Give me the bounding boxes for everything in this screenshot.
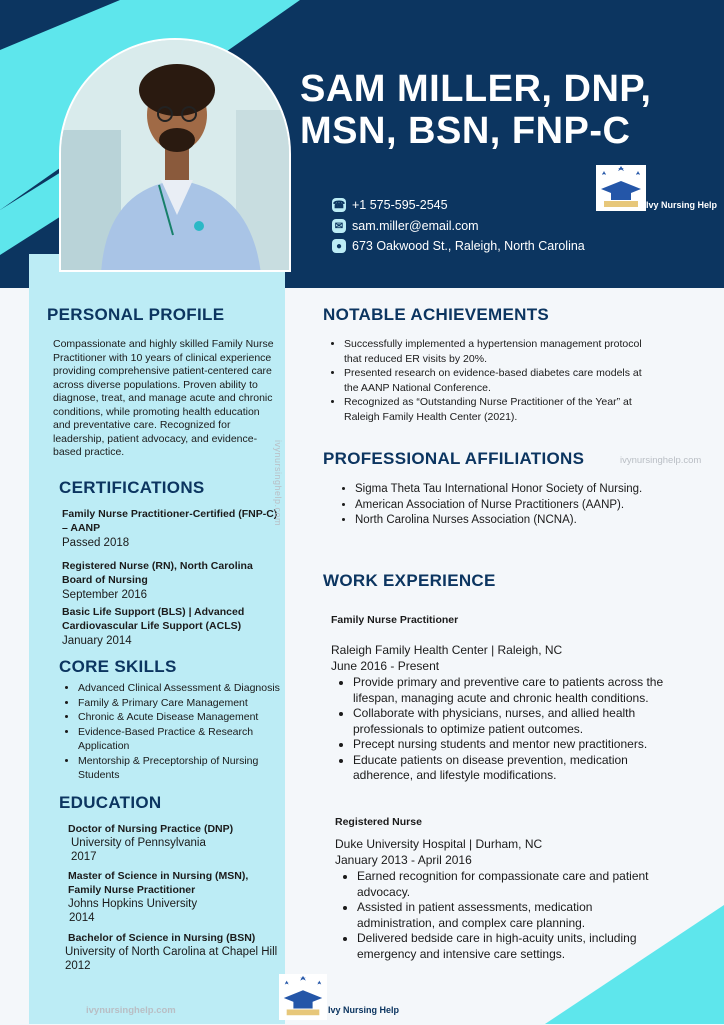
affiliations-list: [337, 482, 665, 529]
education-item: [68, 822, 282, 869]
graduation-cap-logo-icon: [596, 165, 646, 211]
brand-logo: [596, 165, 646, 211]
location-pin-icon: ●: [332, 239, 346, 253]
bottom-watermark: ivynursinghelp.com: [86, 1005, 176, 1016]
certification-item: [62, 507, 278, 559]
certification-name: Family Nurse Practitioner-Certified (FNP-C) – AANP: [62, 508, 278, 534]
duty-item: • Provide primary and preventive care to patients across the lifespan, managing acute and chronic health conditions.: [353, 675, 671, 706]
address: 673 Oakwood St., Raleigh, North Carolina: [352, 239, 585, 253]
profile-heading: PERSONAL PROFILE: [47, 305, 225, 324]
certification-date: September 2016: [62, 589, 148, 601]
duty-item: • Delivered bedside care in high-acuity units, including emergency and intensive care settings.: [357, 931, 671, 962]
skill-item: • Mentorship & Preceptorship of Nursing Students: [78, 754, 290, 783]
certification-date: Passed 2018: [62, 537, 130, 549]
profile-text: Compassionate and highly skilled Family Nurse Practitioner with 10 years of clinical experience providing comprehensive patient-centered care across diverse populations. Proven ability to diagnose, treat, and manage acute and chronic conditions, while promoting health education and preventative care. Recognized for leadership, patient advocacy, and evidence-based practice.: [53, 338, 274, 458]
work-heading: WORK EXPERIENCE: [323, 571, 496, 590]
certification-date: January 2014: [62, 635, 132, 647]
education-item: [68, 869, 282, 931]
job-place: Raleigh Family Health Center | Raleigh, NC: [331, 643, 563, 657]
job-title: Family Nurse Practitioner: [331, 614, 459, 626]
certifications-heading: CERTIFICATIONS: [59, 478, 205, 497]
job-entry: [331, 613, 671, 784]
education-school: University of Pennsylvania: [71, 837, 206, 849]
achievements-heading: NOTABLE ACHIEVEMENTS: [323, 305, 550, 324]
skill-item: • Family & Primary Care Management: [78, 696, 290, 711]
duty-item: • Precept nursing students and mentor new practitioners.: [353, 737, 671, 753]
affiliations-heading: PROFESSIONAL AFFILIATIONS: [323, 449, 585, 468]
skills-list: [60, 681, 290, 783]
duty-item: • Earned recognition for compassionate care and patient advocacy.: [357, 869, 671, 900]
graduation-cap-logo-icon: [279, 974, 327, 1020]
certification-name: Registered Nurse (RN), North Carolina Board of Nursing: [62, 560, 253, 586]
achievement-item: • Recognized as “Outstanding Nurse Practitioner of the Year” at Raleigh Family Health Center (2021).: [344, 395, 654, 424]
education-degree: Master of Science in Nursing (MSN), Family Nurse Practitioner: [68, 870, 249, 896]
brand-logo-text: Ivy Nursing Help: [646, 200, 718, 210]
job-duties: [335, 869, 671, 962]
duty-item: • Collaborate with physicians, nurses, and allied health professionals to optimize patient outcomes.: [353, 706, 671, 737]
email-row: [332, 219, 479, 233]
certification-item: [62, 605, 278, 649]
job-dates: June 2016 - Present: [331, 658, 440, 673]
job-duties: [331, 675, 671, 784]
phone-row: [332, 198, 448, 212]
education-item: [65, 931, 282, 973]
education-heading: EDUCATION: [59, 793, 162, 812]
right-watermark: ivynursinghelp.com: [620, 455, 702, 466]
achievement-item: • Presented research on evidence-based diabetes care models at the AANP National Conference.: [344, 366, 654, 395]
email-icon: ✉: [332, 219, 346, 233]
affiliation-item: • American Association of Nurse Practitioners (AANP).: [355, 498, 665, 514]
education-year: 2014: [69, 912, 95, 924]
education-list: [65, 822, 282, 973]
education-year: 2012: [65, 960, 91, 972]
education-school: Johns Hopkins University: [68, 898, 198, 910]
phone-number[interactable]: +1 575-595-2545: [352, 198, 448, 212]
footer-logo: [279, 974, 327, 1020]
skill-item: • Evidence-Based Practice & Research Application: [78, 725, 290, 754]
certification-name: Basic Life Support (BLS) | Advanced Cardiovascular Life Support (ACLS): [62, 606, 245, 632]
affiliation-item: • North Carolina Nurses Association (NCNA).: [355, 513, 665, 529]
achievement-item: • Successfully implemented a hypertension management protocol that reduced ER visits by 20%.: [344, 337, 654, 366]
skills-heading: CORE SKILLS: [59, 657, 177, 676]
skill-item: • Advanced Clinical Assessment & Diagnosis: [78, 681, 290, 696]
education-degree: Doctor of Nursing Practice (DNP): [68, 823, 234, 835]
email-address[interactable]: sam.miller@email.com: [352, 219, 479, 233]
education-degree: Bachelor of Science in Nursing (BSN): [68, 932, 256, 944]
job-entry: [335, 815, 671, 962]
phone-icon: ☎: [332, 199, 346, 211]
education-school: University of North Carolina at Chapel Hill: [65, 946, 278, 958]
profile-photo: [59, 38, 291, 272]
affiliation-item: • Sigma Theta Tau International Honor Society of Nursing.: [355, 482, 665, 498]
job-dates: January 2013 - April 2016: [335, 852, 472, 867]
job-place: Duke University Hospital | Durham, NC: [335, 837, 543, 851]
duty-item: • Educate patients on disease prevention, medication adherence, and lifestyle modifications.: [353, 753, 671, 784]
candidate-name: SAM MILLER, DNP, MSN, BSN, FNP-C: [300, 68, 652, 152]
certification-item: [62, 559, 278, 605]
duty-item: • Assisted in patient assessments, medication administration, and complex care planning.: [357, 900, 671, 931]
address-row: [332, 239, 585, 253]
certifications-list: [62, 507, 278, 649]
nurse-portrait-illustration: [61, 40, 291, 272]
skill-item: • Chronic & Acute Disease Management: [78, 710, 290, 725]
education-year: 2017: [71, 851, 97, 863]
vertical-watermark: ivynursinghelp.com: [273, 440, 283, 527]
achievements-list: [326, 337, 654, 424]
job-title: Registered Nurse: [335, 816, 422, 828]
footer-logo-text: Ivy Nursing Help: [328, 1005, 400, 1015]
